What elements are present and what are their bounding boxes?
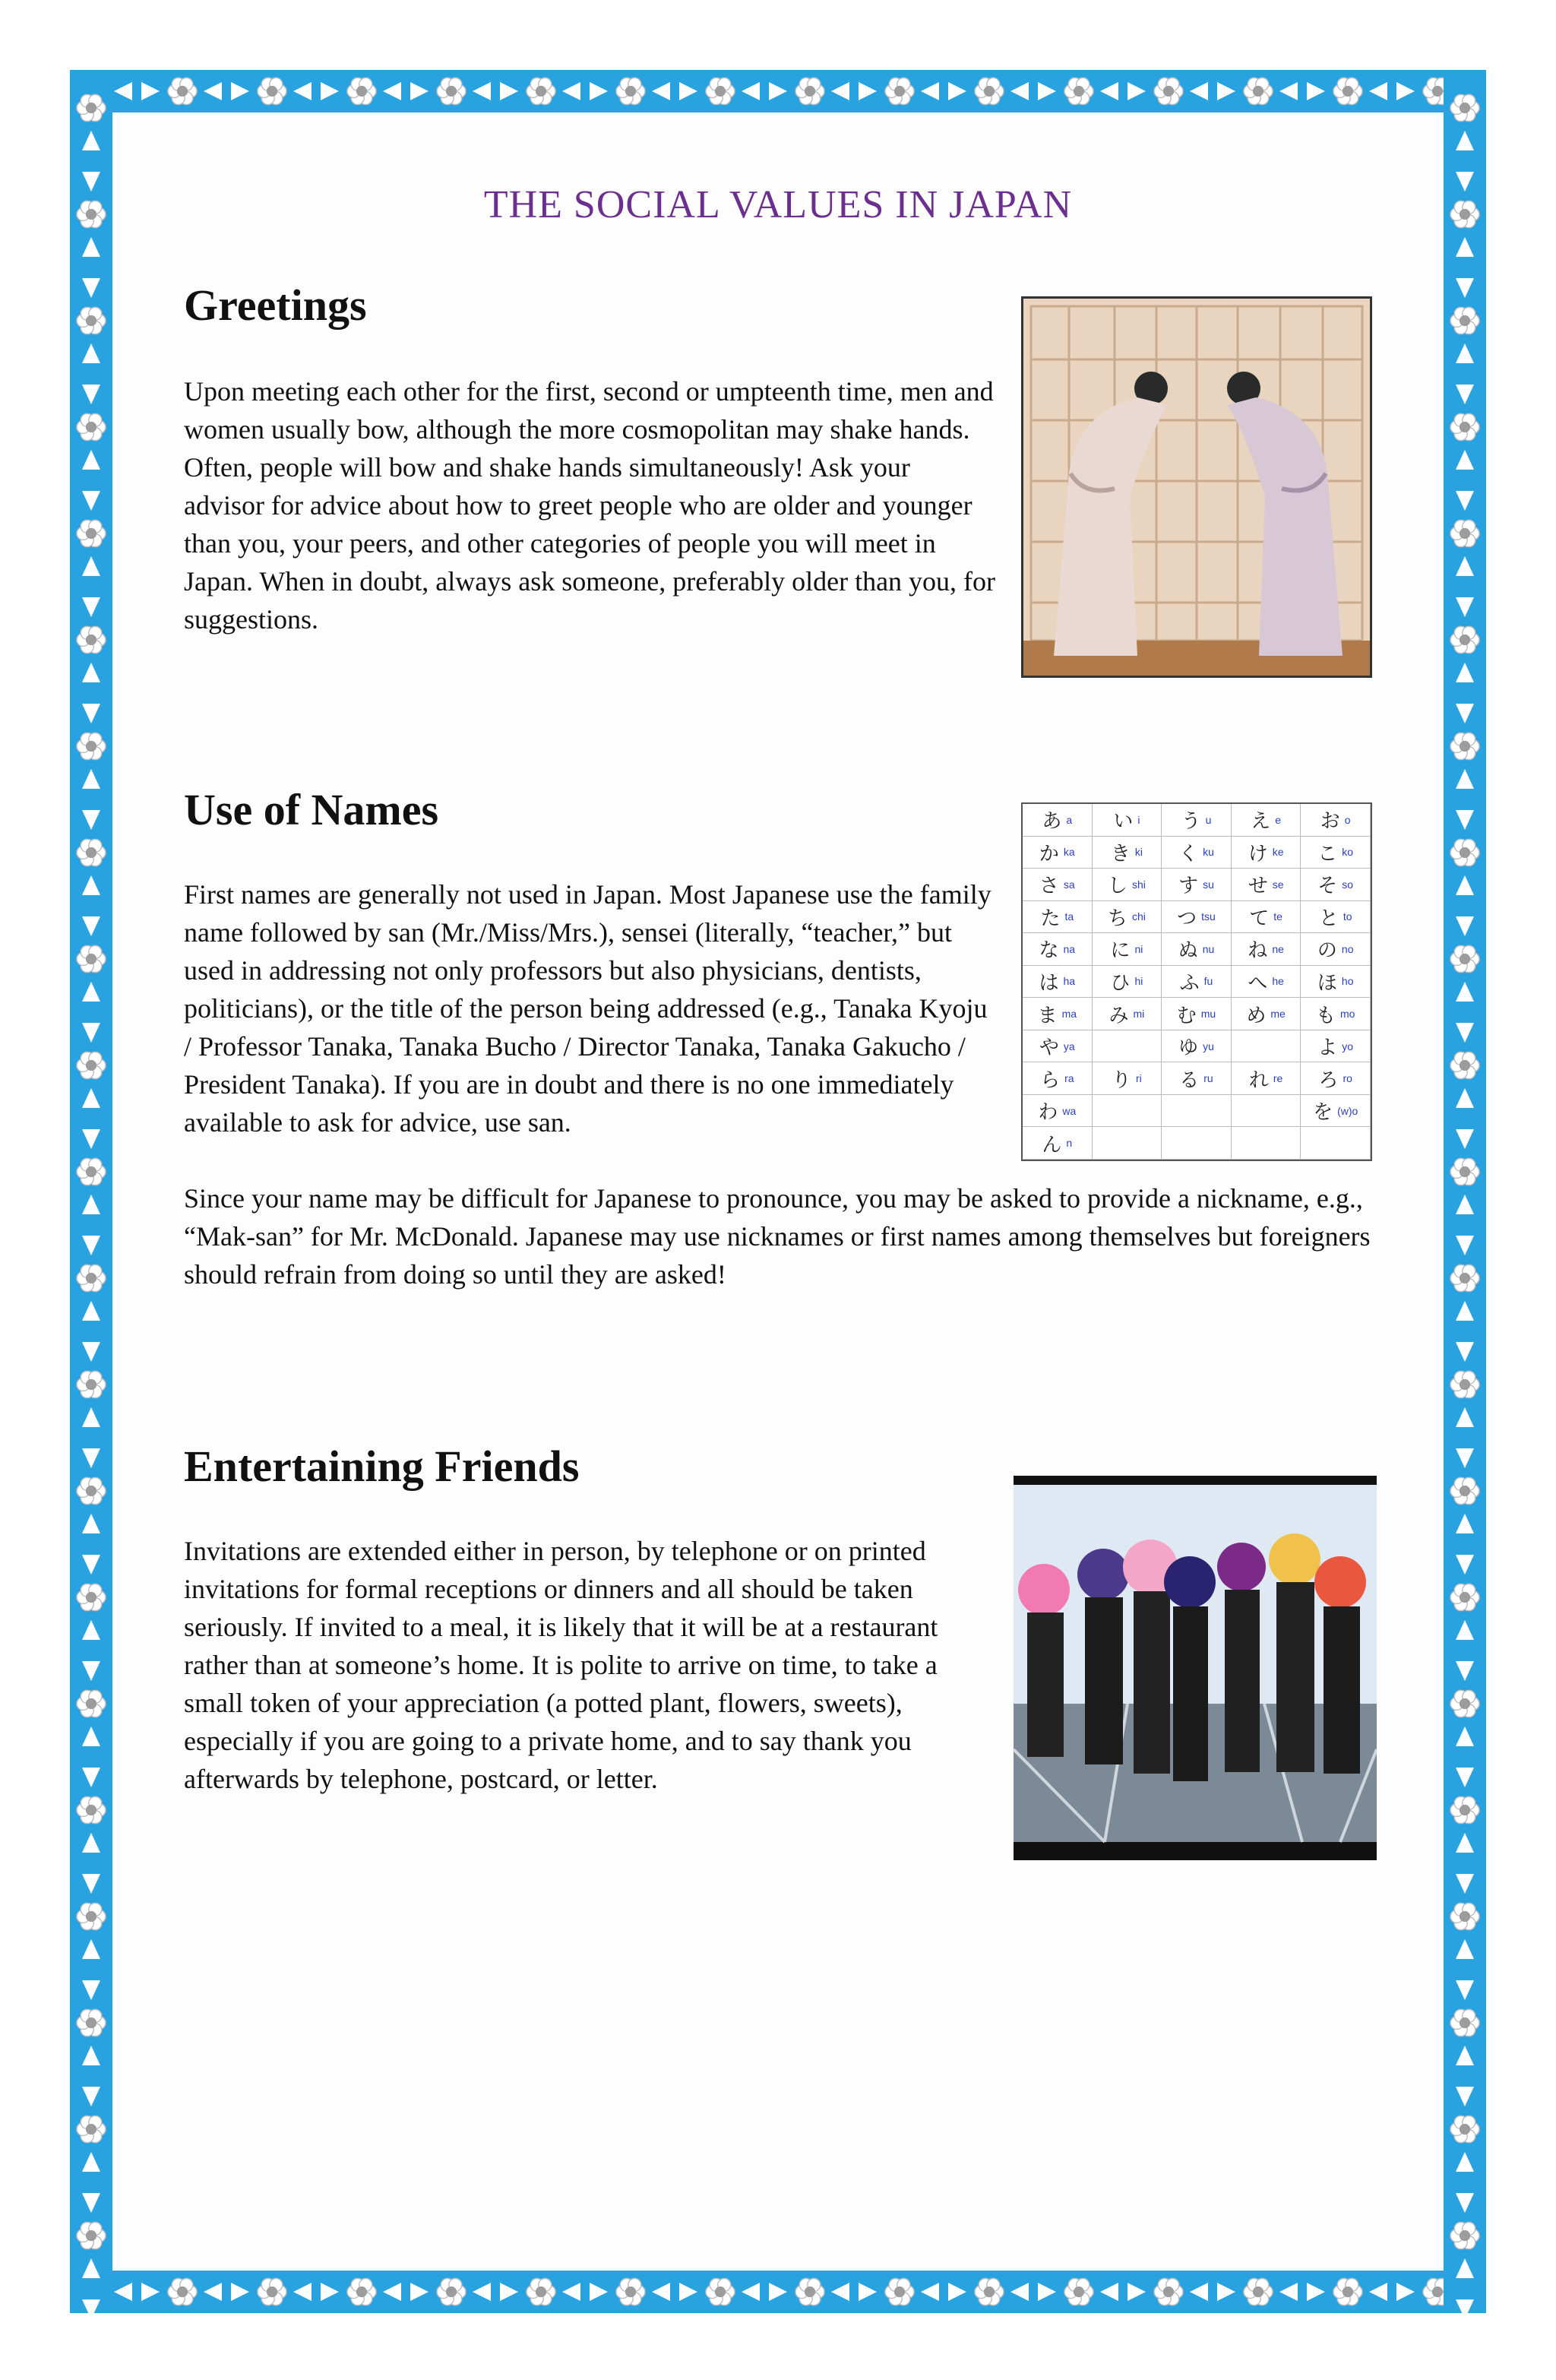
hiragana-cell: [1093, 966, 1162, 999]
romaji-label: shi: [1131, 878, 1146, 891]
hiragana-cell: [1232, 1030, 1301, 1063]
hiragana-cell: [1023, 1095, 1093, 1128]
hiragana-cell: [1162, 966, 1232, 999]
hiragana-cell: [1301, 1095, 1371, 1128]
kana-glyph: も: [1315, 1004, 1336, 1027]
hiragana-cell: [1301, 869, 1371, 901]
kana-glyph: い: [1113, 810, 1134, 834]
bowing-photo: [1021, 296, 1372, 678]
kana-glyph: た: [1040, 907, 1061, 930]
kana-glyph: の: [1317, 939, 1337, 963]
kana-glyph: ん: [1042, 1133, 1062, 1157]
decorative-border-right: [1444, 70, 1486, 2313]
romaji-label: (w)o: [1337, 1104, 1358, 1117]
hiragana-cell: [1232, 1127, 1301, 1160]
entertaining-friends-paragraph: Invitations are extended either in person, by telephone or on printed invitations for formal receptions or dinners and all should be taken seriously. If invited to a meal, it is likely that it will be at a restaurant rather than at someone’s home. It is polite to arrive on time, to take a small token of your appreciation (a potted plant, flowers, sweets), especially if you are going to a private home, and to say thank you afterwards by telephone, postcard, or letter.: [184, 1536, 938, 1794]
romaji-label: ri: [1136, 1072, 1142, 1085]
hiragana-cell: [1162, 837, 1232, 869]
kana-glyph: ね: [1248, 939, 1268, 963]
romaji-label: ku: [1203, 846, 1214, 859]
hiragana-cell: [1301, 1030, 1371, 1063]
romaji-label: sa: [1063, 878, 1075, 891]
use-of-names-paragraph-full: Since your name may be difficult for Japanese to pronounce, you may be asked to provide a nickname, e.g., “Mak-san” for Mr. McDonald. Japanese may use nicknames or first names among themselves but foreigners should refrain from doing so until they are asked!: [184, 1183, 1371, 1290]
kana-glyph: ひ: [1110, 971, 1131, 995]
hiragana-grid: [1023, 804, 1371, 1160]
romaji-label: mu: [1200, 1008, 1216, 1021]
decorative-border-left: [70, 70, 112, 2313]
hiragana-cell: [1232, 804, 1301, 837]
hiragana-cell: [1093, 901, 1162, 934]
romaji-label: ta: [1064, 910, 1074, 923]
romaji-label: na: [1063, 942, 1076, 955]
hiragana-cell: [1093, 933, 1162, 966]
hiragana-cell: [1093, 998, 1162, 1030]
kana-glyph: こ: [1317, 842, 1338, 866]
romaji-label: ha: [1063, 975, 1076, 988]
kana-glyph: あ: [1042, 810, 1062, 834]
kana-glyph: れ: [1248, 1068, 1269, 1092]
romaji-label: nu: [1202, 942, 1215, 955]
hiragana-cell: [1162, 1095, 1232, 1128]
kana-glyph: て: [1249, 907, 1270, 930]
romaji-label: yo: [1342, 1040, 1354, 1052]
decorative-border-top: [70, 70, 1486, 112]
romaji-label: ko: [1342, 846, 1354, 859]
hiragana-cell: [1162, 869, 1232, 901]
hiragana-cell: [1093, 1127, 1162, 1160]
hiragana-cell: [1232, 1062, 1301, 1095]
kana-glyph: か: [1039, 842, 1059, 866]
romaji-label: a: [1066, 813, 1073, 826]
hiragana-cell: [1023, 966, 1093, 999]
hiragana-cell: [1093, 804, 1162, 837]
hiragana-cell: [1162, 1127, 1232, 1160]
romaji-label: n: [1066, 1137, 1073, 1150]
romaji-label: ya: [1063, 1040, 1075, 1052]
page-title: THE SOCIAL VALUES IN JAPAN: [483, 183, 1073, 226]
greetings-paragraph: Upon meeting each other for the first, second or umpteenth time, men and women usually bow, although the more cosmopolitan may shake hands. Often, people will bow and shake hands simultaneously! Ask your advisor for advice about how to greet people who are older and younger than you, your peers, and other categories of people you will meet in Japan. When in doubt, always ask someone, preferably older than you, for suggestions.: [184, 376, 996, 635]
romaji-label: fu: [1203, 975, 1213, 988]
hiragana-cell: [1023, 1030, 1093, 1063]
kana-glyph: と: [1318, 907, 1339, 930]
romaji-label: ni: [1134, 942, 1143, 955]
hiragana-cell: [1093, 1030, 1162, 1063]
kana-glyph: み: [1108, 1004, 1129, 1027]
kana-glyph: く: [1178, 842, 1199, 866]
kana-glyph: へ: [1248, 971, 1268, 995]
hiragana-cell: [1232, 869, 1301, 901]
romaji-label: ro: [1343, 1072, 1352, 1085]
kana-glyph: ら: [1040, 1068, 1061, 1092]
hiragana-cell: [1232, 837, 1301, 869]
kana-glyph: え: [1251, 810, 1271, 834]
romaji-label: ho: [1341, 975, 1354, 988]
kana-glyph: そ: [1317, 875, 1338, 898]
romaji-label: e: [1275, 813, 1281, 826]
romaji-label: yu: [1203, 1040, 1214, 1052]
kana-glyph: め: [1246, 1004, 1267, 1027]
romaji-label: chi: [1131, 910, 1146, 923]
kana-glyph: ぬ: [1178, 939, 1198, 963]
romaji-label: wa: [1062, 1104, 1077, 1117]
hiragana-cell: [1232, 998, 1301, 1030]
kana-glyph: な: [1039, 939, 1059, 963]
romaji-label: ke: [1272, 846, 1284, 859]
kana-glyph: ほ: [1317, 971, 1337, 995]
hiragana-cell: [1162, 804, 1232, 837]
hiragana-cell: [1023, 869, 1093, 901]
romaji-label: ka: [1063, 846, 1075, 859]
hiragana-cell: [1162, 901, 1232, 934]
romaji-label: te: [1273, 910, 1282, 923]
hiragana-cell: [1301, 933, 1371, 966]
kana-glyph: ろ: [1318, 1068, 1339, 1092]
kana-glyph: よ: [1317, 1037, 1338, 1060]
romaji-label: ra: [1064, 1072, 1074, 1085]
hiragana-cell: [1232, 1095, 1301, 1128]
kana-glyph: ゆ: [1178, 1037, 1199, 1060]
romaji-label: hi: [1134, 975, 1143, 988]
romaji-label: ma: [1061, 1008, 1077, 1021]
hiragana-cell: [1232, 901, 1301, 934]
romaji-label: ki: [1134, 846, 1143, 859]
hiragana-chart: [1021, 802, 1372, 1161]
kana-glyph: ふ: [1179, 971, 1200, 995]
hiragana-cell: [1093, 869, 1162, 901]
hiragana-cell: [1162, 933, 1232, 966]
kana-glyph: し: [1107, 875, 1127, 898]
greetings-heading: Greetings: [184, 280, 367, 330]
romaji-label: re: [1273, 1072, 1283, 1085]
kana-glyph: せ: [1248, 875, 1268, 898]
hiragana-cell: [1162, 1030, 1232, 1063]
hiragana-cell: [1093, 1062, 1162, 1095]
kana-glyph: お: [1320, 810, 1340, 834]
kana-glyph: つ: [1177, 907, 1197, 930]
kana-glyph: わ: [1038, 1101, 1058, 1125]
hiragana-cell: [1301, 901, 1371, 934]
use-of-names-paragraph-wrapped: First names are generally not used in Japan. Most Japanese use the family name followed by san (Mr./Miss/Mrs.), sensei (literally, “teacher,” but used in addressing not only professors but also physicians, dentists, politicians), or the title of the person being addressed (e.g., Tanaka Kyoju / Professor Tanaka, Tanaka Bucho / Director Tanaka, Tanaka Gakucho / President Tanaka). If you are in doubt and there is no one immediately available to ask for advice, use san.: [184, 879, 991, 1138]
hiragana-cell: [1301, 998, 1371, 1030]
kana-glyph: り: [1111, 1068, 1131, 1092]
romaji-label: i: [1137, 813, 1140, 826]
romaji-label: so: [1342, 878, 1354, 891]
kana-glyph: す: [1178, 875, 1199, 898]
hiragana-cell: [1023, 1127, 1093, 1160]
kana-glyph: き: [1110, 842, 1131, 866]
romaji-label: to: [1343, 910, 1352, 923]
kana-glyph: は: [1039, 971, 1059, 995]
hiragana-cell: [1301, 837, 1371, 869]
hiragana-cell: [1301, 966, 1371, 999]
kana-glyph: ま: [1037, 1004, 1058, 1027]
hiragana-cell: [1093, 837, 1162, 869]
kana-glyph: ち: [1107, 907, 1127, 930]
hiragana-cell: [1232, 933, 1301, 966]
friends-illustration: [1014, 1476, 1377, 1860]
hiragana-cell: [1023, 998, 1093, 1030]
kana-glyph: や: [1039, 1037, 1059, 1060]
romaji-label: u: [1205, 813, 1212, 826]
romaji-label: se: [1272, 878, 1284, 891]
hiragana-cell: [1023, 1062, 1093, 1095]
decorative-border-bottom: [70, 2271, 1486, 2313]
kana-glyph: に: [1110, 939, 1131, 963]
hiragana-cell: [1232, 966, 1301, 999]
kana-glyph: け: [1248, 842, 1268, 866]
hiragana-cell: [1162, 998, 1232, 1030]
romaji-label: me: [1270, 1008, 1286, 1021]
kana-glyph: む: [1176, 1004, 1197, 1027]
hiragana-cell: [1093, 1095, 1162, 1128]
hiragana-cell: [1301, 1127, 1371, 1160]
use-of-names-heading: Use of Names: [184, 785, 439, 834]
romaji-label: ru: [1203, 1072, 1213, 1085]
romaji-label: su: [1203, 878, 1214, 891]
romaji-label: ne: [1272, 942, 1284, 955]
entertaining-friends-heading: Entertaining Friends: [184, 1442, 580, 1491]
hiragana-cell: [1301, 804, 1371, 837]
romaji-label: tsu: [1201, 910, 1216, 923]
romaji-label: mi: [1133, 1008, 1145, 1021]
romaji-label: mo: [1339, 1008, 1355, 1021]
hiragana-cell: [1023, 933, 1093, 966]
hiragana-cell: [1023, 901, 1093, 934]
hiragana-cell: [1162, 1062, 1232, 1095]
hiragana-cell: [1023, 804, 1093, 837]
hiragana-cell: [1023, 837, 1093, 869]
kana-glyph: る: [1179, 1068, 1200, 1092]
romaji-label: o: [1344, 813, 1351, 826]
kana-glyph: さ: [1039, 875, 1059, 898]
romaji-label: he: [1272, 975, 1284, 988]
hiragana-cell: [1301, 1062, 1371, 1095]
romaji-label: no: [1341, 942, 1354, 955]
kana-glyph: う: [1181, 810, 1201, 834]
kana-glyph: を: [1313, 1101, 1333, 1125]
